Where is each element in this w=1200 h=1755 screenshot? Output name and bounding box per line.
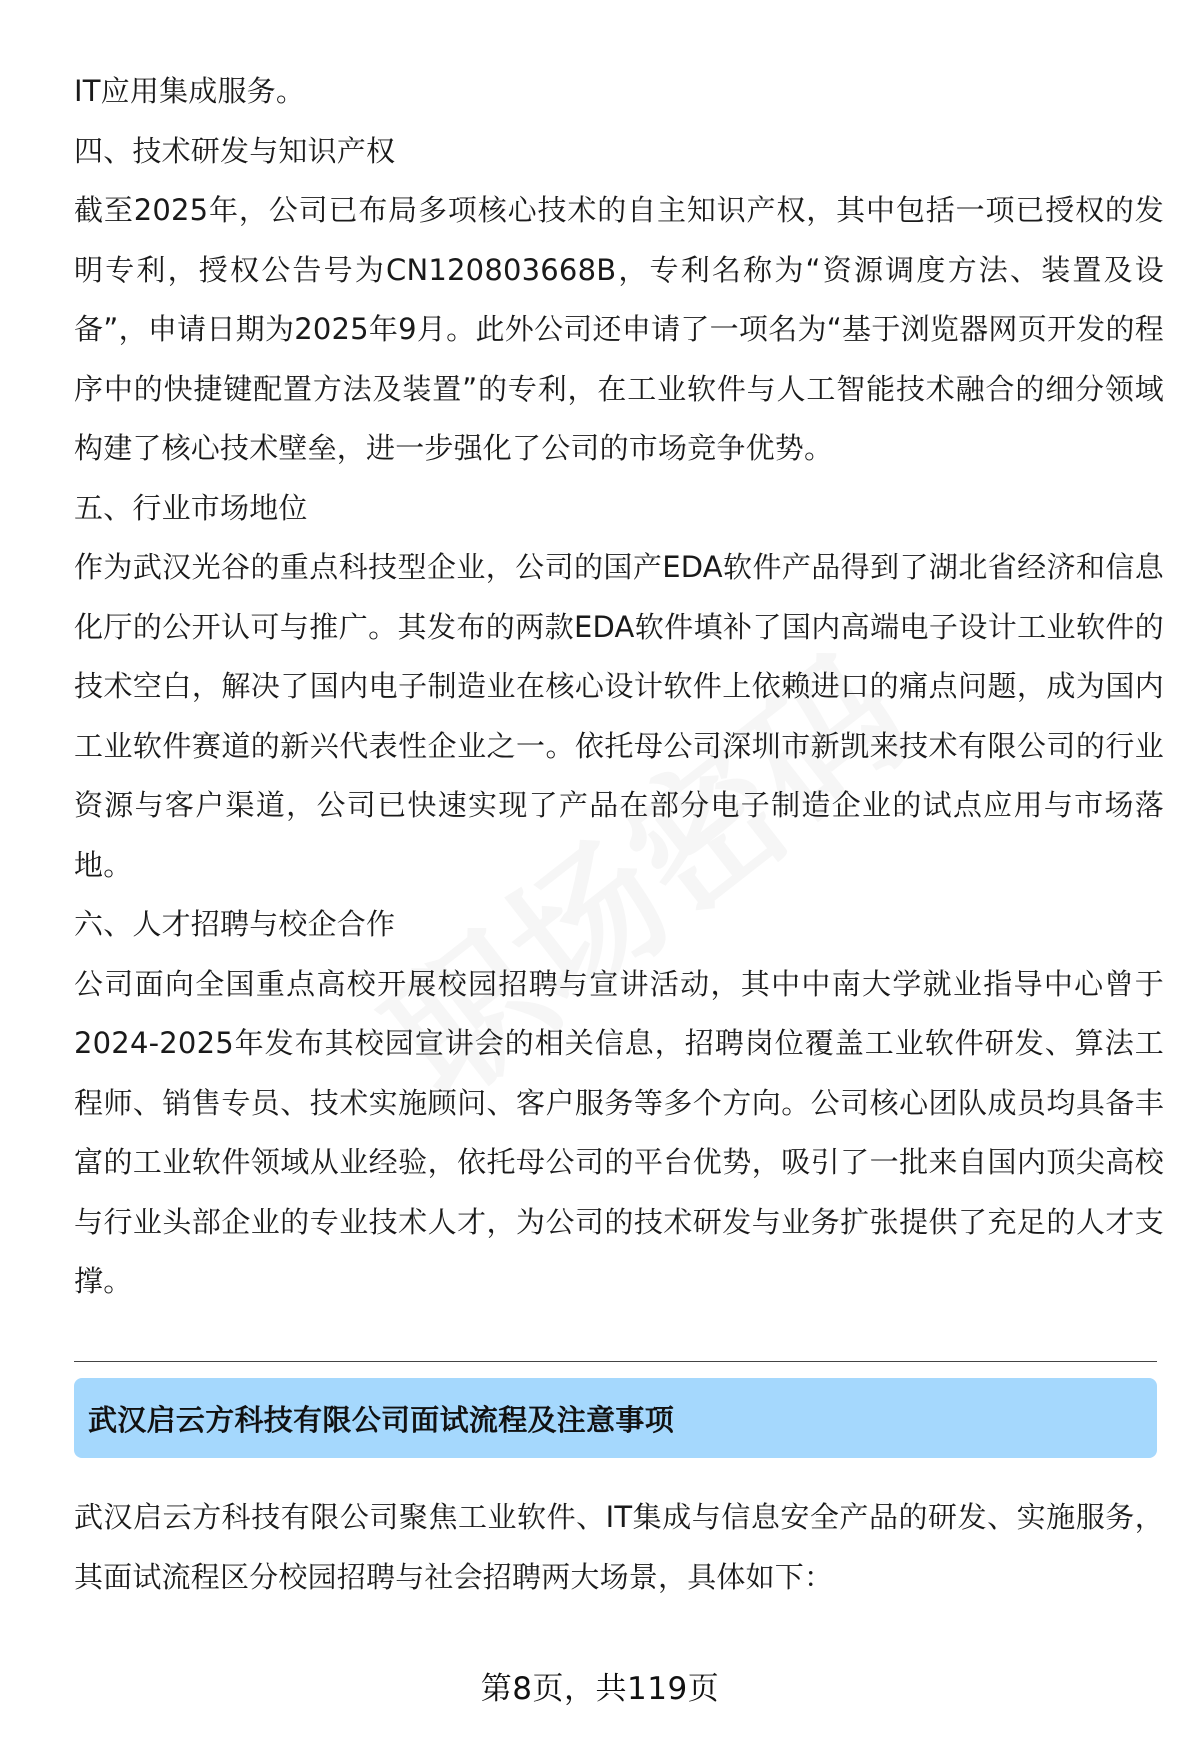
paragraph-rd-ip: 截至2025年，公司已布局多项核心技术的自主知识产权，其中包括一项已授权的发明专利，授权公告号为CN120803668B，专利名称为“资源调度方法、装置及设备”，申请日期为2025年9月。此外公司还申请了一项名为“基于浏览器网页开发的程序中的快捷键配置方法及装置”的专利，在工业软件与人工智能技术融合的细分领域构建了核心技术壁垒，进一步强化了公司的市场竞争优势。 bbox=[74, 193, 1164, 465]
intro-paragraph: 武汉启云方科技有限公司聚焦工业软件、IT集成与信息安全产品的研发、实施服务，其面试流程区分校园招聘与社会招聘两大场景，具体如下： bbox=[74, 1500, 1164, 1594]
section-divider bbox=[74, 1361, 1157, 1362]
page-footer: 第8页，共119页 bbox=[480, 1671, 720, 1707]
document-body bbox=[74, 62, 1164, 1312]
section-banner bbox=[74, 1378, 1157, 1458]
section-banner-title: 武汉启云方科技有限公司面试流程及注意事项 bbox=[88, 1402, 675, 1437]
intro-section bbox=[74, 1488, 1164, 1607]
paragraph-talent: 公司面向全国重点高校开展校园招聘与宣讲活动，其中中南大学就业指导中心曾于2024-2025年发布其校园宣讲会的相关信息，招聘岗位覆盖工业软件研发、算法工程师、销售专员、技术实施顾问、客户服务等多个方向。公司核心团队成员均具备丰富的工业软件领域从业经验，依托母公司的平台优势，吸引了一批来自国内顶尖高校与行业头部企业的专业技术人才，为公司的技术研发与业务扩张提供了充足的人才支撑。 bbox=[74, 966, 1164, 1298]
paragraph-market-position: 作为武汉光谷的重点科技型企业，公司的国产EDA软件产品得到了湖北省经济和信息化厅的公开认可与推广。其发布的两款EDA软件填补了国内高端电子设计工业软件的技术空白，解决了国内电子制造业在核心设计软件上依赖进口的痛点问题，成为国内工业软件赛道的新兴代表性企业之一。依托母公司深圳市新凯来技术有限公司的行业资源与客户渠道，公司已快速实现了产品在部分电子制造企业的试点应用与市场落地。 bbox=[74, 550, 1164, 882]
heading-rd-ip: 四、技术研发与知识产权 bbox=[74, 133, 396, 168]
paragraph-it-services: IT应用集成服务。 bbox=[74, 74, 306, 108]
heading-market-position: 五、行业市场地位 bbox=[74, 490, 308, 525]
heading-talent: 六、人才招聘与校企合作 bbox=[74, 907, 396, 941]
